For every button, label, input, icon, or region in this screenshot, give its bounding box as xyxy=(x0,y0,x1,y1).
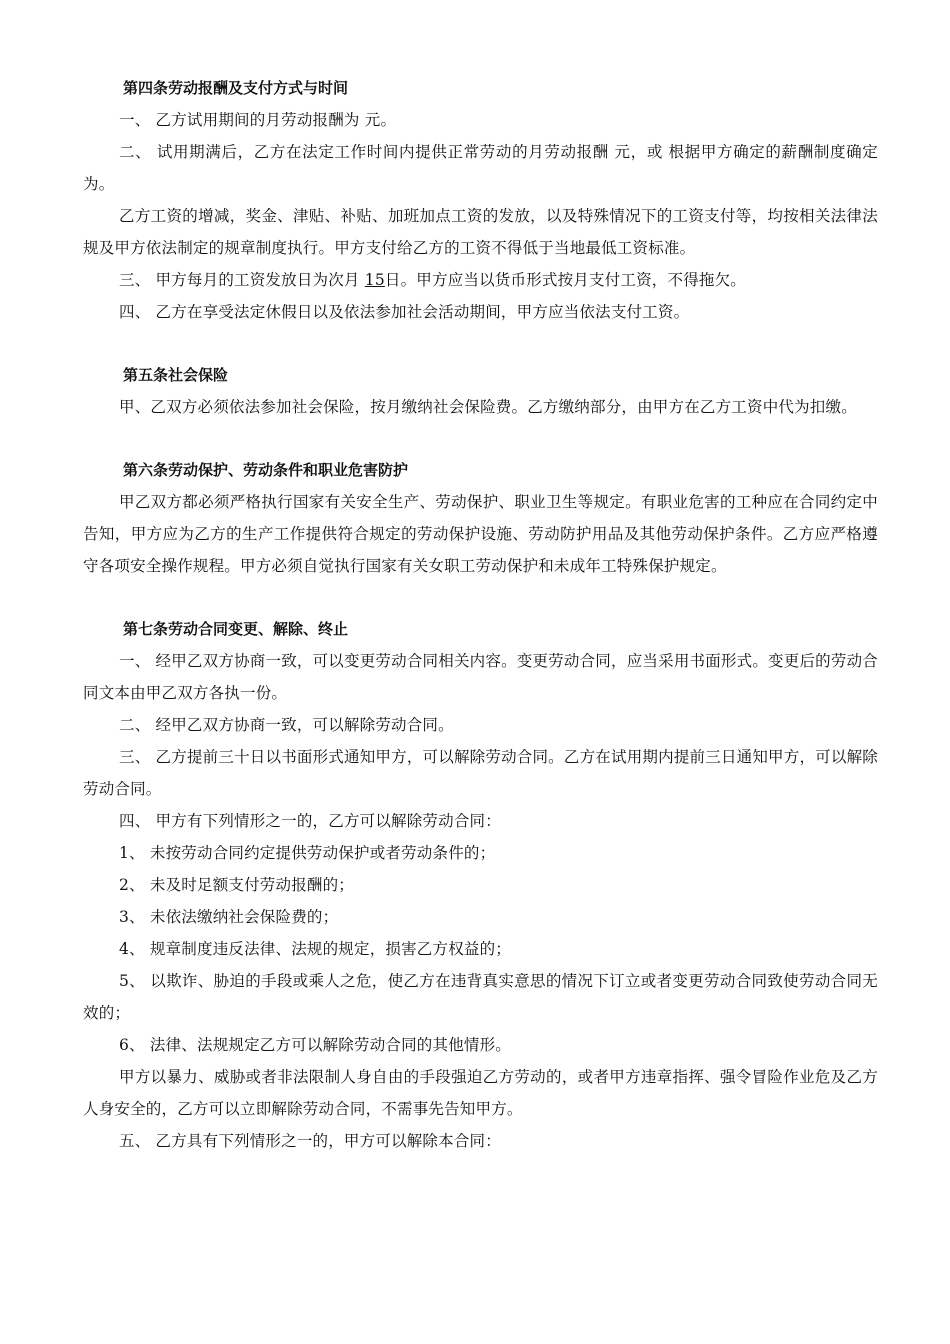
article-7-item-5: 5、 以欺诈、胁迫的手段或乘人之危，使乙方在违背真实意思的情况下订立或者变更劳动合同致使劳动合同无效的； xyxy=(83,972,878,1022)
article-7-clause-3: 三、 乙方提前三十日以书面形式通知甲方，可以解除劳动合同。乙方在试用期内提前三日通知甲方，可以解除劳动合同。 xyxy=(83,748,878,798)
article-7-clause-4: 四、 甲方有下列情形之一的，乙方可以解除劳动合同： xyxy=(119,812,501,830)
pay-day-prefix: 三、 甲方每月的工资发放日为次月 xyxy=(119,271,365,289)
document-page xyxy=(83,72,878,1157)
article-5-heading: 第五条社会保险 xyxy=(123,366,229,384)
article-7-item-1: 1、 未按劳动合同约定提供劳动保护或者劳动条件的； xyxy=(119,844,496,862)
article-4-heading: 第四条劳动报酬及支付方式与时间 xyxy=(123,79,349,97)
article-4-wage-adjustment: 乙方工资的增减，奖金、津贴、补贴、加班加点工资的发放，以及特殊情况下的工资支付等，均按相关法律法规及甲方依法制定的规章制度执行。甲方支付给乙方的工资不得低于当地最低工资标准。 xyxy=(83,207,878,257)
article-7-immediate-termination: 甲方以暴力、威胁或者非法限制人身自由的手段强迫乙方劳动的，或者甲方违章指挥、强令冒险作业危及乙方人身安全的，乙方可以立即解除劳动合同，不需事先告知甲方。 xyxy=(83,1068,878,1118)
section-spacer xyxy=(83,423,878,454)
article-7-clause-5: 五、 乙方具有下列情形之一的，甲方可以解除本合同： xyxy=(119,1132,501,1150)
article-7-heading: 第七条劳动合同变更、解除、终止 xyxy=(123,620,349,638)
article-4-clause-1: 一、 乙方试用期间的月劳动报酬为 元。 xyxy=(119,111,397,129)
section-spacer xyxy=(83,582,878,613)
article-4-clause-3 xyxy=(83,264,878,296)
article-7-item-3: 3、 未依法缴纳社会保险费的； xyxy=(119,908,339,926)
article-6-body: 甲乙双方都必须严格执行国家有关安全生产、劳动保护、职业卫生等规定。有职业危害的工种应在合同约定中告知，甲方应为乙方的生产工作提供符合规定的劳动保护设施、劳动防护用品及其他劳动保护条件。乙方应严格遵守各项安全操作规程。甲方必须自觉执行国家有关女职工劳动保护和未成年工特殊保护规定。 xyxy=(83,493,878,575)
article-7-clause-2: 二、 经甲乙双方协商一致，可以解除劳动合同。 xyxy=(119,716,454,734)
article-5-body: 甲、乙双方必须依法参加社会保险，按月缴纳社会保险费。乙方缴纳部分，由甲方在乙方工资中代为扣缴。 xyxy=(119,398,857,416)
pay-day-value: 15 xyxy=(364,271,385,289)
article-4-clause-4: 四、 乙方在享受法定休假日以及依法参加社会活动期间，甲方应当依法支付工资。 xyxy=(119,303,690,321)
article-7-item-4: 4、 规章制度违反法律、法规的规定，损害乙方权益的； xyxy=(119,940,511,958)
section-spacer xyxy=(83,328,878,359)
article-7-clause-1: 一、 经甲乙双方协商一致，可以变更劳动合同相关内容。变更劳动合同，应当采用书面形式。变更后的劳动合同文本由甲乙双方各执一份。 xyxy=(83,652,878,702)
article-4-clause-2: 二、 试用期满后，乙方在法定工作时间内提供正常劳动的月劳动报酬 元，或 根据甲方确定的薪酬制度确定为。 xyxy=(83,143,878,193)
article-7-item-6: 6、 法律、法规规定乙方可以解除劳动合同的其他情形。 xyxy=(119,1036,511,1054)
pay-day-suffix: 日。甲方应当以货币形式按月支付工资，不得拖欠。 xyxy=(384,271,746,289)
article-6-heading: 第六条劳动保护、劳动条件和职业危害防护 xyxy=(123,461,409,479)
article-7-item-2: 2、 未及时足额支付劳动报酬的； xyxy=(119,876,354,894)
